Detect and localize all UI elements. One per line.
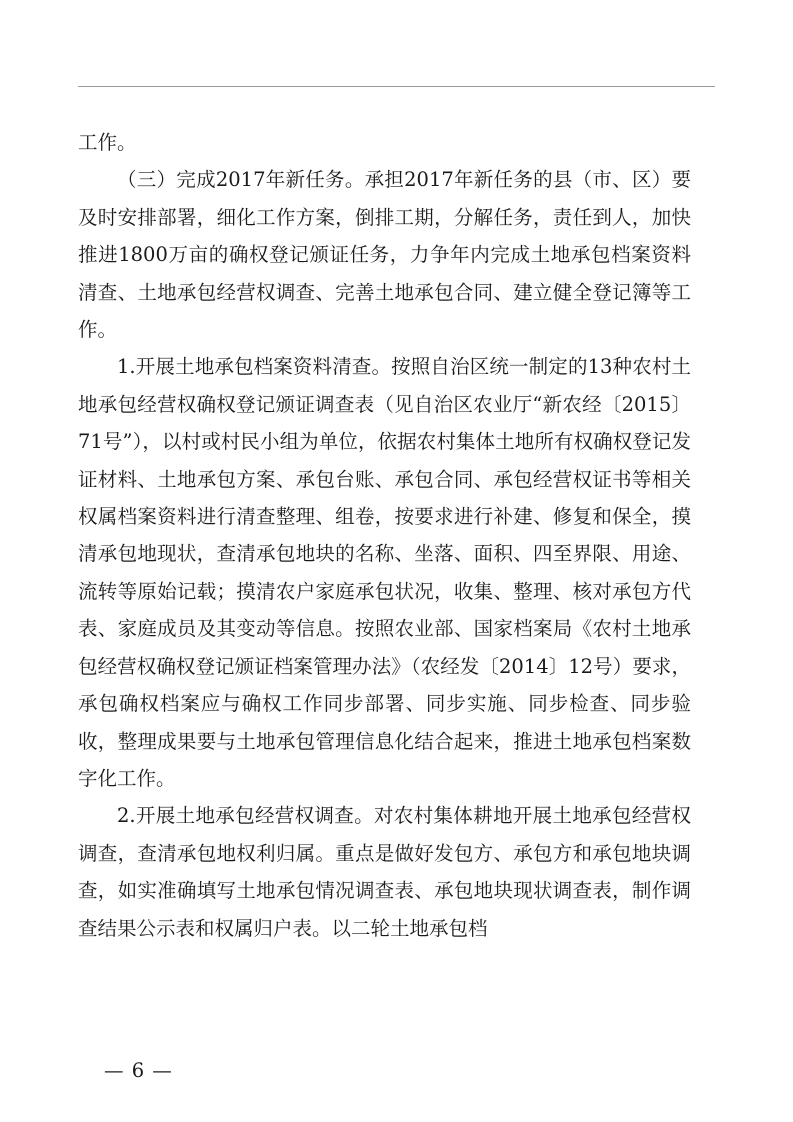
paragraph-item-2: 2.开展土地承包经营权调查。对农村集体耕地开展土地承包经营权调查，查清承包地权利归属。重点是做好发包方、承包方和承包地块调查，如实准确填写土地承包情况调查表、承包地块现状调查表，制作调查结果公示表和权属归户表。以二轮土地承包档	[78, 804, 691, 940]
paragraph-item-1: 1.开展土地承包档案资料清查。按照自治区统一制定的13种农村土地承包经营权确权登记颁证调查表（见自治区农业厅“新农经〔2015〕71号”），以村或村民小组为单位，依据农村集体土地所有权确权登记发证材料、土地承包方案、承包台账、承包合同、承包经营权证书等相关权属档案资料进行清查整理、组卷，按要求进行补建、修复和保全，摸清承包地现状，查清承包地块的名称、坐落、面积、四至界限、用途、流转等原始记载；摸清农户家庭承包状况，收集、整理、核对承包方代表、家庭成员及其变动等信息。按照农业部、国家档案局《农村土地承包经营权确权登记颁证档案管理办法》（农经发〔2014〕12号）要求，承包确权档案应与确权工作同步部署、同步实施、同步检查、同步验收，整理成果要与土地承包管理信息化结合起来，推进土地承包档案数字化工作。	[78, 355, 691, 790]
paragraph-continuation: 工作。	[78, 131, 137, 154]
paragraph-section-3: （三）完成2017年新任务。承担2017年新任务的县（市、区）要及时安排部署，细化工作方案，倒排工期，分解任务，责任到人，加快推进1800万亩的确权登记颁证任务，力争年内完成土地承包档案资料清查、土地承包经营权调查、完善土地承包合同、建立健全登记簿等工作。	[78, 168, 691, 342]
header-rule	[78, 86, 715, 87]
document-body	[78, 124, 691, 947]
page-number: — 6 —	[104, 1059, 173, 1082]
